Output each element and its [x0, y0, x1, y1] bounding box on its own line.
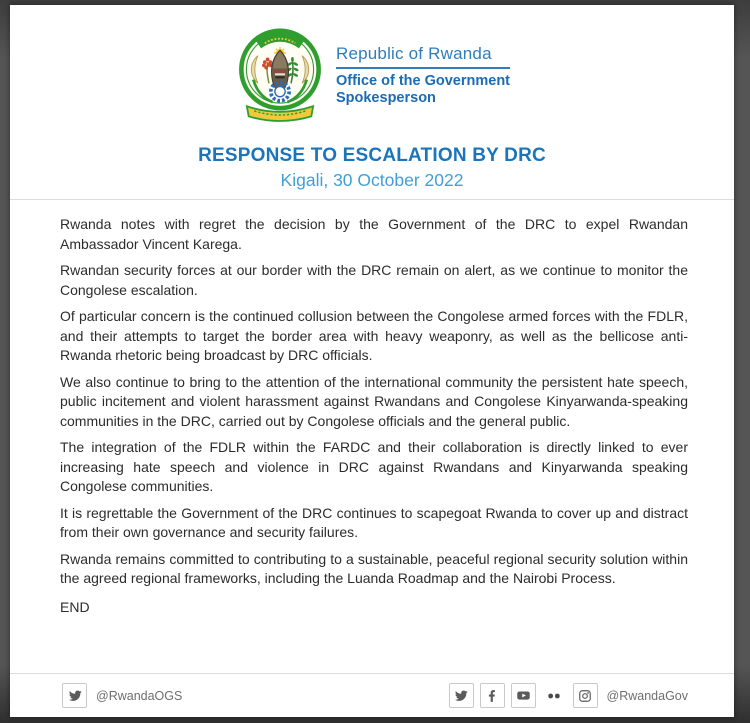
- gov-social-group: [449, 683, 688, 708]
- org-office-line2: Spokesperson: [335, 89, 436, 106]
- footer: [10, 674, 734, 717]
- flickr-icon[interactable]: [542, 683, 567, 708]
- press-release-body: [10, 200, 734, 673]
- body-paragraph: The integration of the FDLR within the FARDC and their collaboration is directly linked to ever increasing hate speech and violence in DRC against Rwandans and Kinyarwanda speaking Congolese communities.: [60, 439, 688, 494]
- body-paragraph: Rwanda remains committed to contributing to a sustainable, peaceful regional security solution within the agreed regional frameworks, including the Luanda Roadmap and the Nairobi Process.: [60, 550, 688, 586]
- instagram-icon[interactable]: [573, 683, 598, 708]
- org-office-line1: Office of the Government: [335, 72, 511, 89]
- body-paragraph: Rwanda notes with regret the decision by the Government of the DRC to expel Rwandan Ambassador Vincent Karega.: [60, 216, 688, 252]
- body-paragraph: We also continue to bring to the attention of the international community the persistent hate speech, public incitement and violent harassment against Rwandans and Congolese Kinyarwanda-speaking communities in the DRC, carried out by Congolese officials and the general public.: [60, 373, 688, 429]
- rwanda-coat-of-arms-icon: [234, 26, 326, 124]
- gov-social-handle: @RwandaGov: [606, 688, 688, 703]
- body-paragraph: Rwandan security forces at our border with the DRC remain on alert, as we continue to monitor the Congolese escalation.: [60, 262, 688, 298]
- twitter-icon[interactable]: [62, 683, 87, 708]
- ogs-twitter-handle: @RwandaOGS: [96, 688, 183, 703]
- page-title: RESPONSE TO ESCALATION BY DRC: [198, 145, 546, 166]
- body-paragraph: Of particular concern is the continued collusion between the Congolese armed forces with the FDLR, and their attempts to target the border area with heavy weaponry, as well as the bellicose anti-Rwanda rhetoric being broadcast by DRC officials.: [60, 308, 688, 363]
- body-paragraph: It is regrettable the Government of the DRC continues to scapegoat Rwanda to cover up and distract from their own governance and security failures.: [60, 504, 688, 540]
- ogs-social-group: [62, 683, 182, 708]
- masthead: [10, 5, 734, 124]
- twitter-icon[interactable]: [449, 683, 474, 708]
- org-country: Republic of Rwanda: [335, 43, 492, 63]
- facebook-icon[interactable]: [480, 683, 505, 708]
- press-release-page: [10, 5, 734, 717]
- org-divider: [336, 67, 510, 69]
- org-identity: [336, 44, 510, 107]
- page-subtitle: Kigali, 30 October 2022: [280, 170, 464, 190]
- youtube-icon[interactable]: [511, 683, 536, 708]
- end-marker: END: [60, 598, 90, 615]
